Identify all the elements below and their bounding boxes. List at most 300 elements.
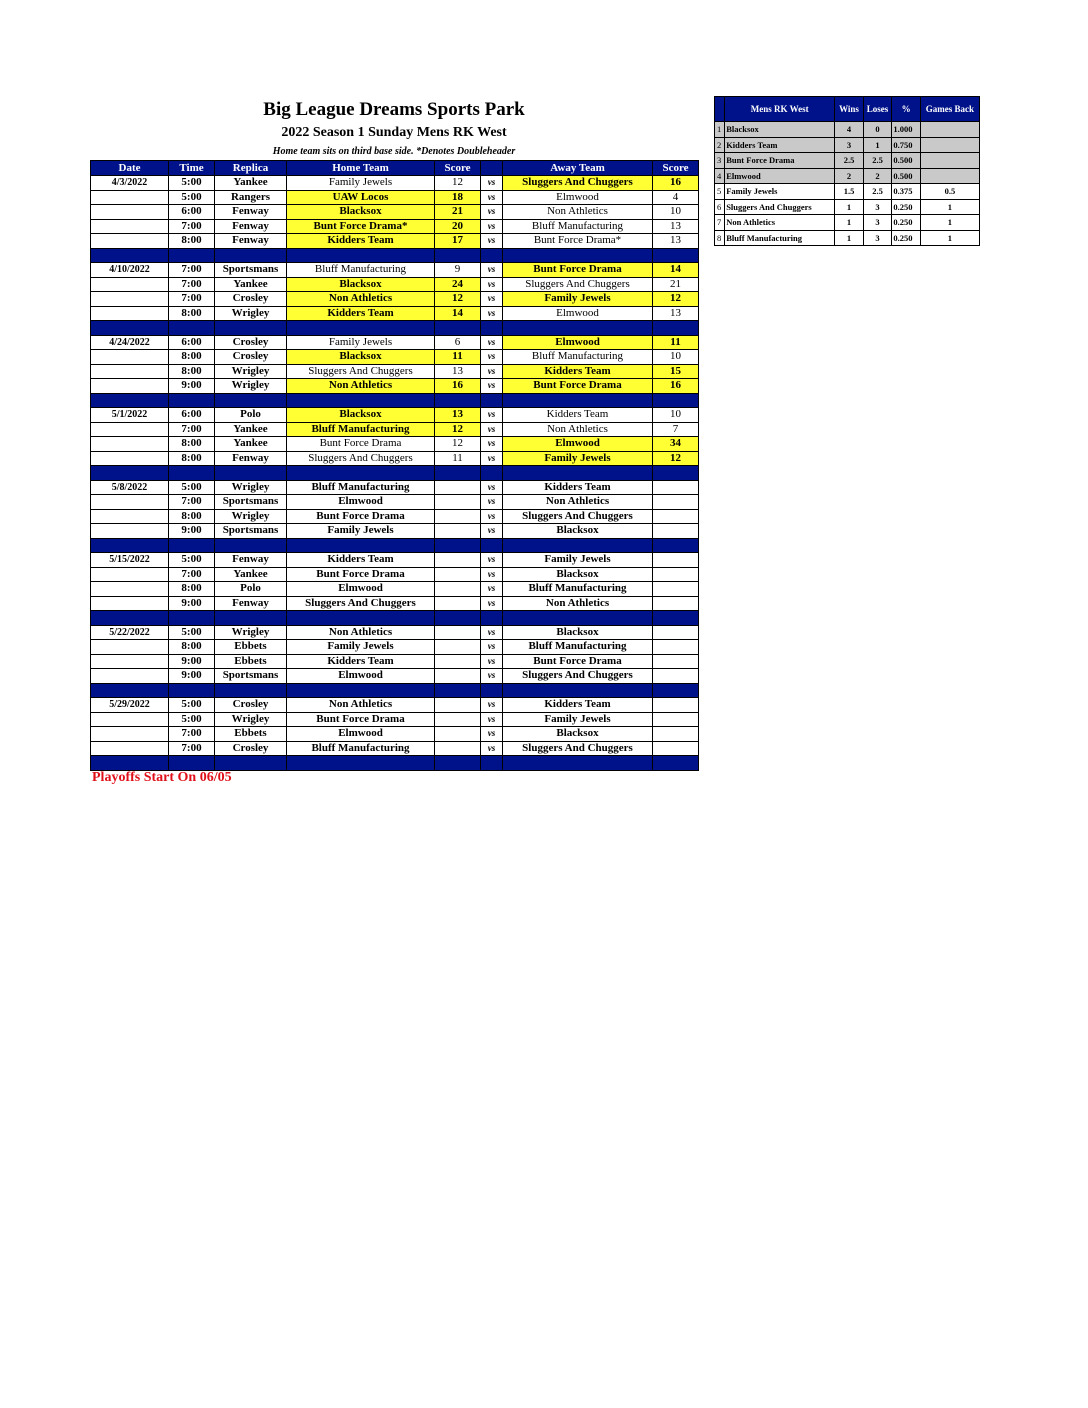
vs-label: vs	[481, 176, 503, 191]
separator-cell	[287, 393, 435, 408]
game-field: Yankee	[215, 176, 287, 191]
vs-label: vs	[481, 263, 503, 278]
home-score: 20	[435, 219, 481, 234]
home-team: Family Jewels	[287, 335, 435, 350]
game-date	[91, 190, 169, 205]
game-date: 5/29/2022	[91, 698, 169, 713]
standing-pct: 0.750	[892, 137, 921, 153]
home-team: Kidders Team	[287, 306, 435, 321]
week-separator-row	[91, 393, 699, 408]
home-team: Blacksox	[287, 408, 435, 423]
home-team: Bunt Force Drama*	[287, 219, 435, 234]
away-team: Bunt Force Drama	[503, 379, 653, 394]
standing-loses: 3	[863, 230, 892, 246]
separator-cell	[91, 248, 169, 263]
game-field: Yankee	[215, 422, 287, 437]
away-team: Elmwood	[503, 437, 653, 452]
game-field: Rangers	[215, 190, 287, 205]
home-score: 9	[435, 263, 481, 278]
separator-cell	[435, 756, 481, 771]
game-time: 7:00	[169, 727, 215, 742]
away-team: Blacksox	[503, 567, 653, 582]
standing-rank: 3	[715, 153, 725, 169]
separator-cell	[503, 321, 653, 336]
game-row	[91, 698, 699, 713]
col-header-away-score: Score	[653, 161, 699, 176]
game-date	[91, 350, 169, 365]
separator-cell	[169, 466, 215, 481]
standings-body	[715, 122, 980, 246]
away-score: 34	[653, 437, 699, 452]
away-team: Sluggers And Chuggers	[503, 741, 653, 756]
col-header-home-score: Score	[435, 161, 481, 176]
separator-cell	[169, 683, 215, 698]
separator-cell	[481, 683, 503, 698]
game-field: Crosley	[215, 335, 287, 350]
game-row	[91, 292, 699, 307]
away-score	[653, 712, 699, 727]
away-team: Bunt Force Drama	[503, 654, 653, 669]
game-row	[91, 277, 699, 292]
page-subtitle: 2022 Season 1 Sunday Mens RK West	[281, 125, 507, 140]
standing-loses: 2.5	[863, 153, 892, 169]
game-row	[91, 495, 699, 510]
vs-label: vs	[481, 205, 503, 220]
away-team: Bluff Manufacturing	[503, 640, 653, 655]
standing-games-back: 1	[920, 199, 979, 215]
standing-games-back: 1	[920, 230, 979, 246]
separator-cell	[653, 248, 699, 263]
standings-table	[714, 96, 980, 246]
away-team: Sluggers And Chuggers	[503, 176, 653, 191]
away-score: 13	[653, 306, 699, 321]
home-team: Bunt Force Drama	[287, 567, 435, 582]
standings-row	[715, 137, 980, 153]
away-score: 16	[653, 176, 699, 191]
game-date	[91, 669, 169, 684]
home-team: Blacksox	[287, 205, 435, 220]
separator-cell	[653, 466, 699, 481]
away-score	[653, 553, 699, 568]
vs-label: vs	[481, 480, 503, 495]
vs-label: vs	[481, 625, 503, 640]
game-row	[91, 190, 699, 205]
home-team: Kidders Team	[287, 234, 435, 249]
game-row	[91, 176, 699, 191]
separator-cell	[169, 611, 215, 626]
home-score	[435, 640, 481, 655]
home-team: Elmwood	[287, 495, 435, 510]
vs-label: vs	[481, 712, 503, 727]
game-field: Ebbets	[215, 640, 287, 655]
standings-row	[715, 199, 980, 215]
home-score: 24	[435, 277, 481, 292]
week-separator-row	[91, 756, 699, 771]
standings-header-pct: %	[892, 97, 921, 122]
separator-cell	[503, 683, 653, 698]
away-score	[653, 741, 699, 756]
game-date	[91, 582, 169, 597]
game-row	[91, 596, 699, 611]
away-score: 12	[653, 451, 699, 466]
game-field: Fenway	[215, 234, 287, 249]
game-field: Wrigley	[215, 712, 287, 727]
home-score	[435, 567, 481, 582]
game-field: Wrigley	[215, 480, 287, 495]
standing-team: Non Athletics	[725, 215, 835, 231]
away-score: 10	[653, 408, 699, 423]
home-score	[435, 480, 481, 495]
away-team: Family Jewels	[503, 712, 653, 727]
separator-cell	[435, 611, 481, 626]
home-score: 11	[435, 350, 481, 365]
home-score	[435, 727, 481, 742]
standing-rank: 8	[715, 230, 725, 246]
standings-row	[715, 215, 980, 231]
page-title: Big League Dreams Sports Park	[263, 99, 525, 120]
separator-cell	[215, 611, 287, 626]
game-row	[91, 509, 699, 524]
separator-cell	[435, 248, 481, 263]
game-row	[91, 234, 699, 249]
away-score: 10	[653, 350, 699, 365]
separator-cell	[503, 611, 653, 626]
home-team: Sluggers And Chuggers	[287, 596, 435, 611]
separator-cell	[287, 466, 435, 481]
standing-loses: 0	[863, 122, 892, 138]
away-team: Blacksox	[503, 524, 653, 539]
away-team: Family Jewels	[503, 292, 653, 307]
game-time: 8:00	[169, 451, 215, 466]
standing-team: Bluff Manufacturing	[725, 230, 835, 246]
game-date	[91, 727, 169, 742]
away-score: 10	[653, 205, 699, 220]
game-time: 8:00	[169, 350, 215, 365]
vs-label: vs	[481, 640, 503, 655]
home-score	[435, 596, 481, 611]
separator-cell	[653, 611, 699, 626]
game-field: Crosley	[215, 741, 287, 756]
home-team: Family Jewels	[287, 640, 435, 655]
standing-pct: 0.375	[892, 184, 921, 200]
game-date: 5/15/2022	[91, 553, 169, 568]
away-score	[653, 640, 699, 655]
game-date	[91, 277, 169, 292]
game-time: 9:00	[169, 669, 215, 684]
col-header-vs	[481, 161, 503, 176]
home-score	[435, 524, 481, 539]
vs-label: vs	[481, 277, 503, 292]
standing-wins: 2.5	[835, 153, 864, 169]
separator-cell	[481, 538, 503, 553]
game-time: 5:00	[169, 190, 215, 205]
standing-wins: 1.5	[835, 184, 864, 200]
game-field: Fenway	[215, 205, 287, 220]
game-field: Wrigley	[215, 625, 287, 640]
separator-cell	[503, 466, 653, 481]
game-field: Ebbets	[215, 654, 287, 669]
game-row	[91, 451, 699, 466]
home-score	[435, 712, 481, 727]
home-score: 14	[435, 306, 481, 321]
game-date	[91, 422, 169, 437]
home-score: 13	[435, 364, 481, 379]
home-score: 21	[435, 205, 481, 220]
game-field: Wrigley	[215, 364, 287, 379]
away-score: 14	[653, 263, 699, 278]
game-time: 5:00	[169, 698, 215, 713]
home-score	[435, 553, 481, 568]
home-team: UAW Locos	[287, 190, 435, 205]
home-score	[435, 582, 481, 597]
title-block	[90, 98, 698, 160]
game-field: Crosley	[215, 292, 287, 307]
week-separator-row	[91, 248, 699, 263]
game-date	[91, 306, 169, 321]
game-time: 9:00	[169, 524, 215, 539]
separator-cell	[169, 248, 215, 263]
game-field: Ebbets	[215, 727, 287, 742]
game-field: Crosley	[215, 698, 287, 713]
separator-cell	[481, 248, 503, 263]
standing-team: Bunt Force Drama	[725, 153, 835, 169]
game-row	[91, 350, 699, 365]
standing-games-back: 0.5	[920, 184, 979, 200]
game-row	[91, 640, 699, 655]
standing-loses: 2	[863, 168, 892, 184]
separator-cell	[481, 321, 503, 336]
standing-loses: 3	[863, 215, 892, 231]
vs-label: vs	[481, 596, 503, 611]
home-team: Non Athletics	[287, 625, 435, 640]
separator-cell	[481, 611, 503, 626]
standings-row	[715, 153, 980, 169]
away-team: Elmwood	[503, 306, 653, 321]
standings-row	[715, 184, 980, 200]
game-row	[91, 306, 699, 321]
away-score	[653, 625, 699, 640]
separator-cell	[435, 393, 481, 408]
away-team: Bluff Manufacturing	[503, 350, 653, 365]
game-time: 7:00	[169, 277, 215, 292]
game-field: Fenway	[215, 596, 287, 611]
standing-wins: 1	[835, 230, 864, 246]
away-team: Non Athletics	[503, 422, 653, 437]
standings-header-row	[715, 97, 980, 122]
game-field: Sportsmans	[215, 669, 287, 684]
vs-label: vs	[481, 335, 503, 350]
game-row	[91, 408, 699, 423]
separator-cell	[435, 466, 481, 481]
standing-rank: 4	[715, 168, 725, 184]
game-row	[91, 582, 699, 597]
home-team: Bunt Force Drama	[287, 509, 435, 524]
game-field: Yankee	[215, 277, 287, 292]
away-score: 16	[653, 379, 699, 394]
schedule-header-row	[91, 161, 699, 176]
game-field: Polo	[215, 582, 287, 597]
separator-cell	[287, 683, 435, 698]
vs-label: vs	[481, 364, 503, 379]
away-team: Elmwood	[503, 335, 653, 350]
away-score: 11	[653, 335, 699, 350]
game-time: 8:00	[169, 437, 215, 452]
standings-header-loses: Loses	[863, 97, 892, 122]
game-field: Yankee	[215, 437, 287, 452]
home-team: Family Jewels	[287, 176, 435, 191]
game-time: 5:00	[169, 480, 215, 495]
vs-label: vs	[481, 524, 503, 539]
home-score: 6	[435, 335, 481, 350]
game-time: 8:00	[169, 234, 215, 249]
game-time: 5:00	[169, 712, 215, 727]
game-row	[91, 727, 699, 742]
away-team: Kidders Team	[503, 698, 653, 713]
home-team: Blacksox	[287, 277, 435, 292]
vs-label: vs	[481, 698, 503, 713]
vs-label: vs	[481, 437, 503, 452]
game-row	[91, 712, 699, 727]
standings-header-games-back: Games Back	[920, 97, 979, 122]
home-team: Elmwood	[287, 727, 435, 742]
game-row	[91, 263, 699, 278]
game-date: 4/10/2022	[91, 263, 169, 278]
week-separator-row	[91, 538, 699, 553]
vs-label: vs	[481, 553, 503, 568]
standing-rank: 1	[715, 122, 725, 138]
game-field: Sportsmans	[215, 495, 287, 510]
home-team: Sluggers And Chuggers	[287, 451, 435, 466]
game-date	[91, 741, 169, 756]
game-row	[91, 553, 699, 568]
separator-cell	[91, 393, 169, 408]
separator-cell	[215, 393, 287, 408]
game-time: 7:00	[169, 263, 215, 278]
standing-games-back: 1	[920, 215, 979, 231]
away-score	[653, 567, 699, 582]
standing-loses: 1	[863, 137, 892, 153]
vs-label: vs	[481, 350, 503, 365]
separator-cell	[91, 683, 169, 698]
vs-label: vs	[481, 234, 503, 249]
standing-rank: 5	[715, 184, 725, 200]
standing-wins: 3	[835, 137, 864, 153]
game-date	[91, 205, 169, 220]
separator-cell	[435, 321, 481, 336]
separator-cell	[653, 683, 699, 698]
separator-cell	[481, 756, 503, 771]
game-field: Crosley	[215, 350, 287, 365]
vs-label: vs	[481, 306, 503, 321]
standing-pct: 0.250	[892, 199, 921, 215]
week-separator-row	[91, 683, 699, 698]
game-row	[91, 205, 699, 220]
away-team: Bunt Force Drama	[503, 263, 653, 278]
away-team: Bluff Manufacturing	[503, 219, 653, 234]
standing-team: Elmwood	[725, 168, 835, 184]
home-score: 11	[435, 451, 481, 466]
home-team: Non Athletics	[287, 379, 435, 394]
game-time: 5:00	[169, 553, 215, 568]
separator-cell	[481, 393, 503, 408]
away-score	[653, 509, 699, 524]
away-team: Non Athletics	[503, 495, 653, 510]
game-date	[91, 451, 169, 466]
vs-label: vs	[481, 408, 503, 423]
home-team: Kidders Team	[287, 553, 435, 568]
game-time: 5:00	[169, 176, 215, 191]
game-time: 6:00	[169, 335, 215, 350]
home-score: 12	[435, 437, 481, 452]
game-date: 5/22/2022	[91, 625, 169, 640]
away-team: Bunt Force Drama*	[503, 234, 653, 249]
game-row	[91, 524, 699, 539]
standing-loses: 2.5	[863, 184, 892, 200]
game-row	[91, 335, 699, 350]
game-date	[91, 712, 169, 727]
game-time: 8:00	[169, 509, 215, 524]
vs-label: vs	[481, 451, 503, 466]
home-score: 16	[435, 379, 481, 394]
game-time: 7:00	[169, 292, 215, 307]
vs-label: vs	[481, 669, 503, 684]
game-date	[91, 292, 169, 307]
game-date: 5/8/2022	[91, 480, 169, 495]
away-score	[653, 480, 699, 495]
home-score	[435, 625, 481, 640]
separator-cell	[215, 538, 287, 553]
home-team: Elmwood	[287, 582, 435, 597]
game-date	[91, 567, 169, 582]
game-row	[91, 422, 699, 437]
home-team: Blacksox	[287, 350, 435, 365]
away-score: 13	[653, 234, 699, 249]
away-score: 21	[653, 277, 699, 292]
away-team: Bluff Manufacturing	[503, 582, 653, 597]
game-field: Polo	[215, 408, 287, 423]
game-date	[91, 524, 169, 539]
game-time: 6:00	[169, 408, 215, 423]
standing-team: Family Jewels	[725, 184, 835, 200]
col-header-home-team: Home Team	[287, 161, 435, 176]
schedule-table	[90, 160, 699, 771]
away-score: 15	[653, 364, 699, 379]
separator-cell	[653, 538, 699, 553]
away-score	[653, 582, 699, 597]
game-row	[91, 567, 699, 582]
separator-cell	[287, 321, 435, 336]
game-field: Wrigley	[215, 509, 287, 524]
away-score: 13	[653, 219, 699, 234]
home-team: Bluff Manufacturing	[287, 480, 435, 495]
away-score	[653, 596, 699, 611]
away-score	[653, 698, 699, 713]
separator-cell	[287, 611, 435, 626]
away-team: Sluggers And Chuggers	[503, 509, 653, 524]
game-date	[91, 495, 169, 510]
separator-cell	[287, 248, 435, 263]
game-row	[91, 654, 699, 669]
col-header-date: Date	[91, 161, 169, 176]
game-date	[91, 509, 169, 524]
game-date	[91, 234, 169, 249]
home-score: 13	[435, 408, 481, 423]
vs-label: vs	[481, 509, 503, 524]
separator-cell	[215, 248, 287, 263]
standing-games-back	[920, 137, 979, 153]
separator-cell	[653, 756, 699, 771]
game-date: 5/1/2022	[91, 408, 169, 423]
